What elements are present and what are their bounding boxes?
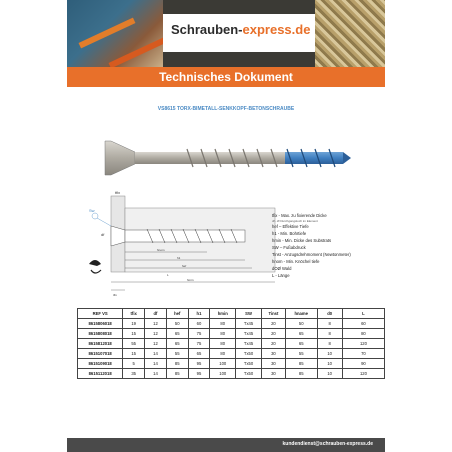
- cell: 30: [261, 359, 285, 369]
- cell-ref: 8615808018: [78, 329, 123, 339]
- cell: 14: [145, 369, 167, 379]
- cell: 12: [145, 319, 167, 329]
- logo-accent-text: express.de: [242, 22, 311, 37]
- cell: 14: [145, 359, 167, 369]
- footer-email-link[interactable]: kundendienst@schrauben-express.de: [282, 441, 373, 447]
- col-hmin: hmin: [210, 309, 236, 319]
- cell: Tx45: [236, 319, 262, 329]
- cell: 15: [123, 329, 145, 339]
- cell: 85: [285, 359, 317, 369]
- cell: 95: [188, 369, 210, 379]
- cell: 85: [166, 369, 188, 379]
- cell: 50: [166, 319, 188, 329]
- header-banner: [67, 0, 385, 67]
- logo-main-text: Schrauben-: [171, 22, 243, 37]
- cell: 100: [210, 359, 236, 369]
- cell: 80: [342, 329, 384, 339]
- col-sw: SW: [236, 309, 262, 319]
- document-title: Technisches Dokument: [159, 70, 293, 84]
- cell-ref: 8615812018: [78, 339, 123, 349]
- tinst-torque-icon: [89, 260, 101, 273]
- legend-item: hmin - Min. Dicke des Substrats: [272, 238, 332, 243]
- cell: 85: [285, 369, 317, 379]
- cell: 20: [261, 339, 285, 349]
- cell: 100: [210, 369, 236, 379]
- cell: 55: [285, 349, 317, 359]
- label-df: df: [101, 232, 105, 237]
- cell: 19: [123, 319, 145, 329]
- cell: 14: [145, 349, 167, 359]
- cell: 90: [342, 359, 384, 369]
- cell: 85: [166, 359, 188, 369]
- col-hef: hef: [166, 309, 188, 319]
- legend-item: hef – Effektive Tiefe: [272, 224, 309, 229]
- label-sw: Sw: [89, 208, 95, 213]
- cell: 15: [123, 349, 145, 359]
- diagram-legend: [272, 212, 351, 279]
- col-l: L: [342, 309, 384, 319]
- screw-illustration: [97, 135, 357, 181]
- cell: 12: [145, 339, 167, 349]
- brand-logo[interactable]: [171, 22, 310, 37]
- col-h1: h1: [188, 309, 210, 319]
- label-hmin: hmin: [187, 278, 194, 282]
- workshop-photo: [67, 0, 163, 67]
- cell: 65: [285, 339, 317, 349]
- col-tinst: Tinst: [261, 309, 285, 319]
- cell: 30: [261, 349, 285, 359]
- cell: 65: [188, 349, 210, 359]
- cell: 65: [166, 329, 188, 339]
- cell: 95: [188, 359, 210, 369]
- legend-item: tfix - Max. zu fixierende Dicke: [272, 213, 327, 218]
- cell: 120: [342, 339, 384, 349]
- product-name: VS8615 TORX-BIMETALL-SENKKOPF-BETONSCHRAUBE: [157, 106, 295, 112]
- cell: Tx45: [236, 329, 262, 339]
- col-hname: hname: [285, 309, 317, 319]
- cell: 60: [342, 319, 384, 329]
- cell: 5: [123, 359, 145, 369]
- cell: 20: [261, 329, 285, 339]
- table-row: [78, 359, 385, 369]
- specs-table: [77, 308, 385, 379]
- col-tfix: tfix: [123, 309, 145, 319]
- cell: 80: [210, 319, 236, 329]
- document-title-bar: [67, 67, 385, 87]
- label-hef: hef: [182, 264, 187, 268]
- cell: 35: [123, 369, 145, 379]
- cell: 60: [188, 319, 210, 329]
- cell: Tx50: [236, 349, 262, 359]
- cell: Tx45: [236, 339, 262, 349]
- cell: 8: [317, 329, 342, 339]
- cell: 65: [166, 339, 188, 349]
- table-row: [78, 329, 385, 339]
- label-h1: h1: [177, 256, 181, 260]
- cell-ref: 8615109018: [78, 359, 123, 369]
- cell: 20: [261, 319, 285, 329]
- cell: 50: [285, 319, 317, 329]
- legend-item: SW – Fußabdruck: [272, 245, 306, 250]
- cell: 8: [317, 339, 342, 349]
- table-row: [78, 349, 385, 359]
- document-page: [67, 0, 385, 452]
- cell: 10: [317, 359, 342, 369]
- cell: 10: [317, 369, 342, 379]
- col-d0: d0: [317, 309, 342, 319]
- table-row: [78, 319, 385, 329]
- table-header-row: [78, 309, 385, 319]
- cell: 120: [342, 369, 384, 379]
- cell-ref: 8615112018: [78, 369, 123, 379]
- technical-drawing: [87, 190, 277, 298]
- cell: 8: [317, 319, 342, 329]
- cell-ref: 8615107018: [78, 349, 123, 359]
- specs-table-wrapper: [77, 308, 385, 379]
- cell: Tx50: [236, 369, 262, 379]
- screws-photo: [315, 0, 385, 67]
- cell: 55: [166, 349, 188, 359]
- table-row: [78, 369, 385, 379]
- label-tfix: tfix: [115, 190, 121, 195]
- legend-item: hnom - Min. Knöchel tiefe: [272, 259, 320, 264]
- label-tfix-bottom: tfix: [113, 293, 117, 297]
- cell: 12: [145, 329, 167, 339]
- cell: 80: [210, 349, 236, 359]
- cell: 65: [285, 329, 317, 339]
- cell: 80: [210, 339, 236, 349]
- label-hnom: hnom: [157, 248, 165, 252]
- legend-item: dOØ Wald: [272, 266, 292, 271]
- cell: 80: [210, 329, 236, 339]
- legend-item: df - Ø Durchgangsloch im Element: [272, 219, 318, 223]
- footer-bar: [67, 438, 385, 452]
- table-row: [78, 339, 385, 349]
- col-ref: REF VS: [78, 309, 123, 319]
- label-l: L: [167, 273, 169, 277]
- cell: 30: [261, 369, 285, 379]
- col-df: df: [145, 309, 167, 319]
- cell: 70: [342, 349, 384, 359]
- cell: 75: [188, 329, 210, 339]
- cell: 75: [188, 339, 210, 349]
- cell: 10: [317, 349, 342, 359]
- legend-item: L - Länge: [272, 273, 290, 278]
- cell: 55: [123, 339, 145, 349]
- legend-item: h1 - Min. Bohrtiefe: [272, 231, 307, 236]
- legend-item: Tinst - Anzugsdrehmoment (Newtonmeter): [272, 252, 351, 257]
- cell-ref: 8615806018: [78, 319, 123, 329]
- cell: Tx50: [236, 359, 262, 369]
